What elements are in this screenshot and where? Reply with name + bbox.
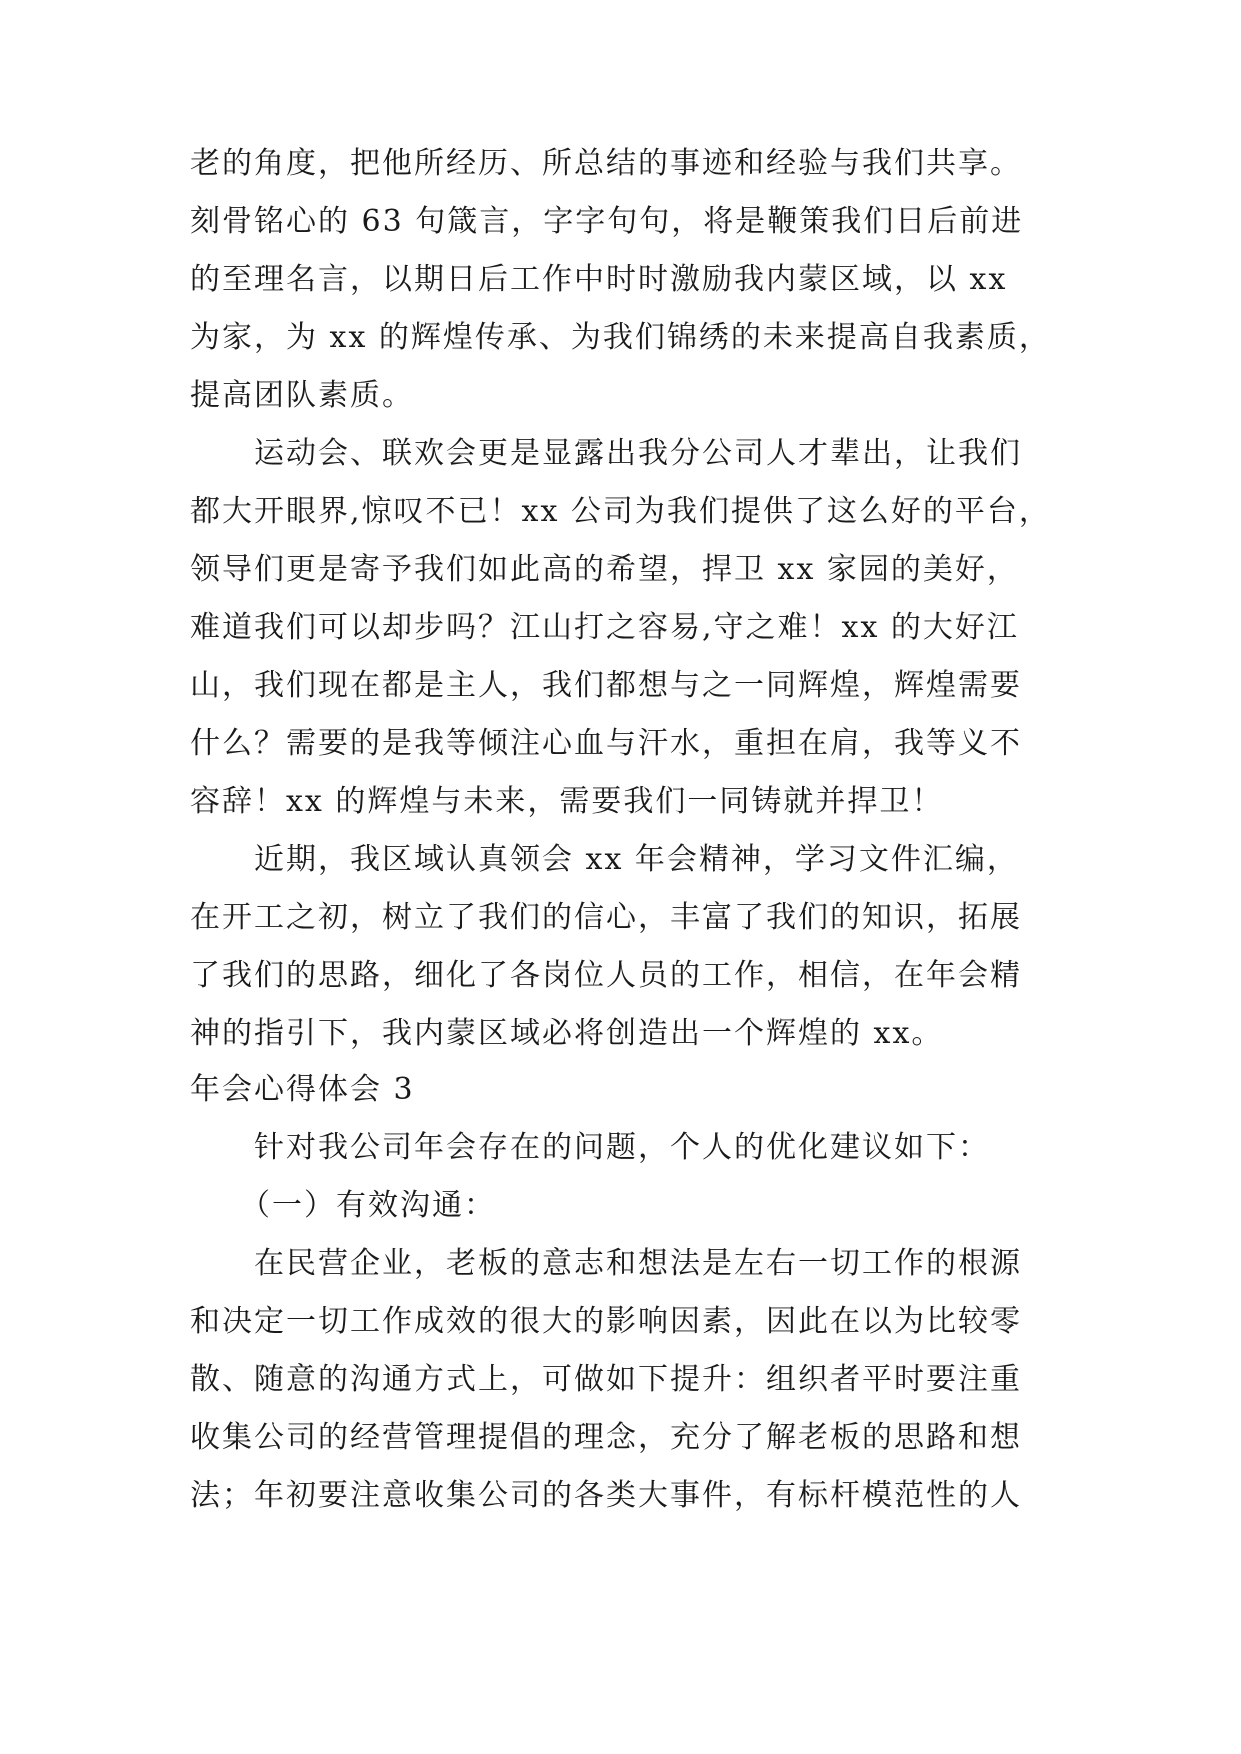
text-line: 老的角度，把他所经历、所总结的事迹和经验与我们共享。 — [190, 146, 1022, 181]
text-line: 刻骨铭心的 63 句箴言，字字句句，将是鞭策我们日后前进 — [190, 204, 1024, 239]
text-line: 近期，我区域认真领会 xx 年会精神，学习文件汇编， — [254, 842, 1019, 877]
text-line: 在民营企业，老板的意志和想法是左右一切工作的根源 — [254, 1246, 1022, 1281]
text-line: 法；年初要注意收集公司的各类大事件，有标杆模范性的人 — [190, 1478, 1022, 1513]
text-line: 收集公司的经营管理提倡的理念，充分了解老板的思路和想 — [190, 1420, 1022, 1455]
text-line: 都大开眼界,惊叹不已！xx 公司为我们提供了这么好的平台， — [190, 494, 1051, 529]
text-line: 领导们更是寄予我们如此高的希望，捍卫 xx 家园的美好， — [190, 552, 1019, 587]
text-line: 了我们的思路，细化了各岗位人员的工作，相信，在年会精 — [190, 958, 1022, 993]
text-line: 难道我们可以却步吗？江山打之容易,守之难！xx 的大好江 — [190, 610, 1019, 645]
text-line: 提高团队素质。 — [190, 378, 414, 413]
text-line: 山，我们现在都是主人，我们都想与之一同辉煌，辉煌需要 — [190, 668, 1022, 703]
text-line: 为家，为 xx 的辉煌传承、为我们锦绣的未来提高自我素质， — [190, 320, 1051, 355]
text-line: 神的指引下，我内蒙区域必将创造出一个辉煌的 xx。 — [190, 1016, 944, 1051]
subheading: （一）有效沟通： — [240, 1188, 496, 1223]
text-line: 的至理名言，以期日后工作中时时激励我内蒙区域，以 xx — [190, 262, 1008, 297]
text-line: 运动会、联欢会更是显露出我分公司人才辈出，让我们 — [254, 436, 1022, 471]
text-line: 在开工之初，树立了我们的信心，丰富了我们的知识，拓展 — [190, 900, 1022, 935]
text-line: 散、随意的沟通方式上，可做如下提升：组织者平时要注重 — [190, 1362, 1022, 1397]
text-line: 和决定一切工作成效的很大的影响因素，因此在以为比较零 — [190, 1304, 1022, 1339]
section-heading: 年会心得体会 3 — [190, 1072, 415, 1107]
text-line: 针对我公司年会存在的问题，个人的优化建议如下： — [254, 1130, 990, 1165]
text-line: 容辞！xx 的辉煌与未来，需要我们一同铸就并捍卫！ — [190, 784, 944, 819]
text-line: 什么？需要的是我等倾注心血与汗水，重担在肩，我等义不 — [190, 726, 1022, 761]
